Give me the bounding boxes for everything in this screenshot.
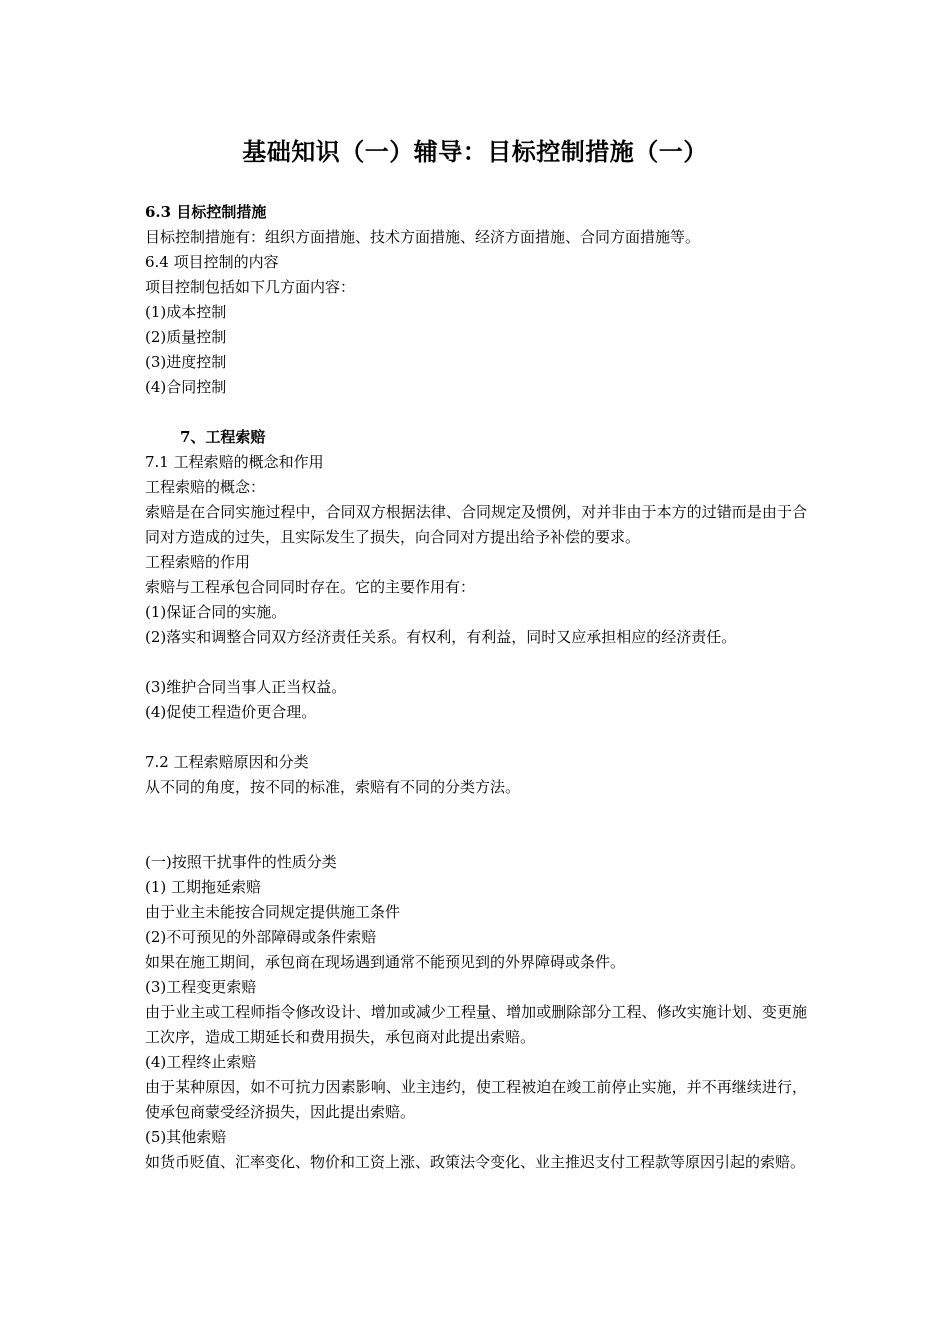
list-item: (4)促使工程造价更合理。 — [145, 703, 317, 721]
section-heading-6-3: 6.3 目标控制措施 — [145, 203, 267, 221]
spacer — [145, 650, 807, 675]
paragraph: 索赔是在合同实施过程中，合同双方根据法律、合同规定及惯例，对并非由于本方的过错而是由于合同对方造成的过失，且实际发生了损失，向合同对方提出给予补偿的要求。 — [145, 503, 807, 546]
spacer — [145, 400, 807, 425]
list-item: (4)合同控制 — [145, 378, 227, 396]
paragraph: 目标控制措施有：组织方面措施、技术方面措施、经济方面措施、合同方面措施等。 — [145, 228, 701, 246]
list-item: (1)成本控制 — [145, 303, 227, 321]
paragraph: 索赔与工程承包合同同时存在。它的主要作用有： — [145, 578, 476, 596]
paragraph: 由于某种原因，如不可抗力因素影响、业主违约，使工程被迫在竣工前停止实施，并不再继续进行，使承包商蒙受经济损失，因此提出索赔。 — [145, 1078, 807, 1121]
subsection-heading: (一)按照干扰事件的性质分类 — [145, 853, 337, 871]
section-heading-7: 7、工程索赔 — [180, 428, 266, 446]
paragraph: 工程索赔的作用 — [145, 553, 251, 571]
section-heading-7-2: 7.2 工程索赔原因和分类 — [145, 753, 309, 771]
list-item: (2)不可预见的外部障碍或条件索赔 — [145, 928, 377, 946]
paragraph: 项目控制包括如下几方面内容： — [145, 278, 356, 296]
section-heading-7-1: 7.1 工程索赔的概念和作用 — [145, 453, 324, 471]
page-title: 基础知识（一）辅导：目标控制措施（一） — [242, 138, 708, 166]
list-item: (2)落实和调整合同双方经济责任关系。有权利，有利益，同时又应承担相应的经济责任。 — [145, 628, 737, 646]
list-item: (3)维护合同当事人正当权益。 — [145, 678, 347, 696]
document-body — [145, 200, 807, 1175]
paragraph: 如果在施工期间，承包商在现场遇到通常不能预见到的外界障碍或条件。 — [145, 953, 626, 971]
paragraph: 如货币贬值、汇率变化、物价和工资上涨、政策法令变化、业主推迟支付工程款等原因引起的索赔。 — [145, 1153, 806, 1171]
paragraph: 由于业主未能按合同规定提供施工条件 — [145, 903, 401, 921]
list-item: (1)保证合同的实施。 — [145, 603, 287, 621]
list-item: (5)其他索赔 — [145, 1128, 227, 1146]
paragraph: 从不同的角度，按不同的标准，索赔有不同的分类方法。 — [145, 778, 521, 796]
list-item: (4)工程终止索赔 — [145, 1053, 257, 1071]
spacer — [145, 800, 807, 850]
list-item: (2)质量控制 — [145, 328, 227, 346]
section-heading-6-4: 6.4 项目控制的内容 — [145, 253, 279, 271]
spacer — [145, 725, 807, 750]
list-item: (1) 工期拖延索赔 — [145, 878, 262, 896]
paragraph: 由于业主或工程师指令修改设计、增加或减少工程量、增加或删除部分工程、修改实施计划、变更施工次序，造成工期延长和费用损失，承包商对此提出索赔。 — [145, 1003, 807, 1046]
list-item: (3)进度控制 — [145, 353, 227, 371]
list-item: (3)工程变更索赔 — [145, 978, 257, 996]
paragraph: 工程索赔的概念： — [145, 478, 266, 496]
